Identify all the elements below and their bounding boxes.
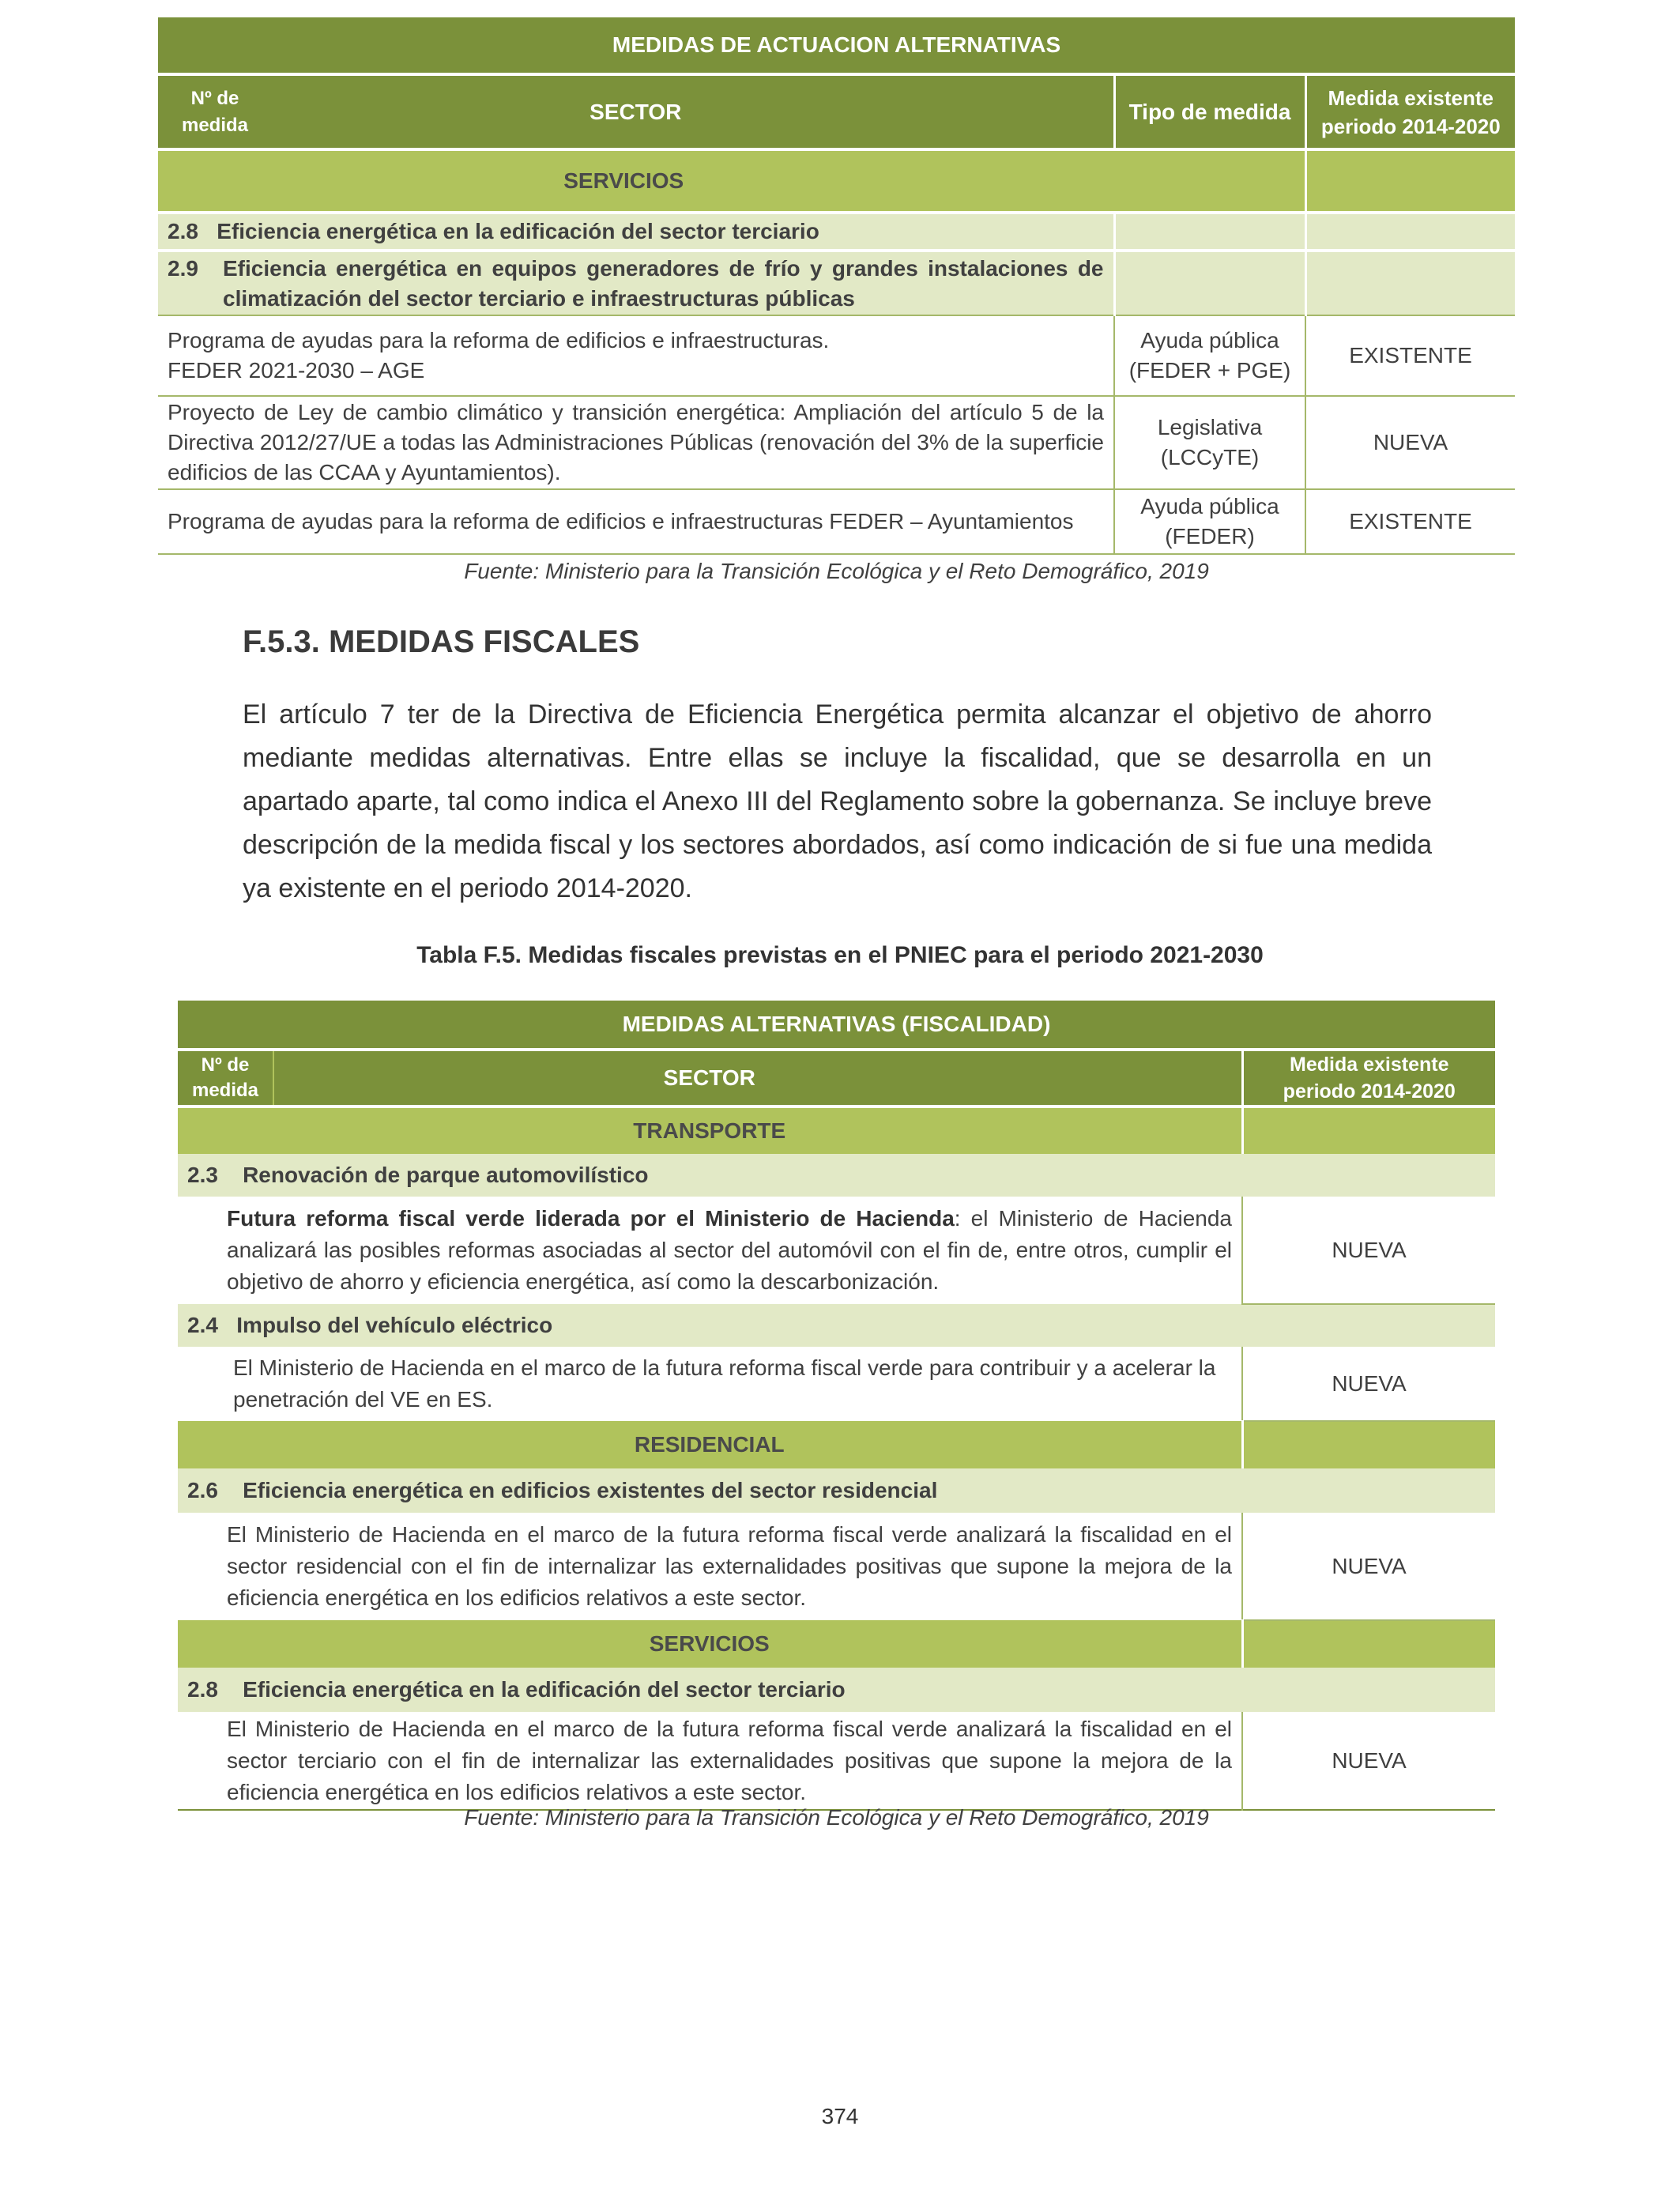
table1-row-1 bbox=[158, 315, 1515, 396]
table2-m23-heading: 2.3 Renovación de parque automovilístico bbox=[187, 1163, 649, 1187]
table1-row-3 bbox=[158, 489, 1515, 554]
table2-m28-heading: 2.8 Eficiencia energética en la edificación del sector terciario bbox=[187, 1677, 846, 1702]
table1-subheader-28 bbox=[158, 213, 1515, 251]
body-paragraph: El artículo 7 ter de la Directiva de Eficiencia Energética permita alcanzar el objetivo de ahorro mediante medidas alternativas. Entre ellas se incluye la fiscalidad, que se desarrolla en un apartado aparte, tal como indica el Anexo III del Reglamento sobre la gobernanza. Se incluye breve descripción de la medida fiscal y los sectores abordados, así como indicación de si fue una medida ya existente en el periodo 2014-2020. bbox=[243, 699, 1432, 903]
table1-row1-tipo: Ayuda pública (FEDER + PGE) bbox=[1114, 315, 1305, 396]
table2-col-num: Nº de medida bbox=[178, 1051, 274, 1105]
table2-title-row bbox=[178, 1001, 1495, 1050]
table1-sub2: 2.9 Eficiencia energética en equipos generadores de frío y grandes instalaciones de climatización del sector terciario e infraestructuras públicas bbox=[168, 255, 1104, 311]
table2-sub-26 bbox=[178, 1468, 1495, 1513]
table2-col-sector: SECTOR bbox=[663, 1065, 755, 1090]
table2-m26-desc: El Ministerio de Hacienda en el marco de la futura reforma fiscal verde analizará la fiscalidad en el sector residencial con el fin de internalizar las externalidades positivas que supone la mejora de la eficiencia energética en los edificios relativos a este sector. bbox=[227, 1522, 1232, 1610]
table2-section-transporte-label: TRANSPORTE bbox=[633, 1118, 786, 1143]
section-heading: F.5.3. MEDIDAS FISCALES bbox=[243, 624, 640, 659]
table1-title: MEDIDAS DE ACTUACION ALTERNATIVAS bbox=[612, 32, 1061, 57]
table1-sub1: 2.8 Eficiencia energética en la edificación del sector terciario bbox=[168, 219, 819, 243]
table1-sector-header bbox=[158, 74, 1114, 149]
table1-section-empty bbox=[1305, 149, 1515, 213]
table2-col-existente: Medida existente periodo 2014-2020 bbox=[1242, 1050, 1495, 1106]
table2-sector-header bbox=[178, 1050, 1242, 1106]
table2-section-servicios-label: SERVICIOS bbox=[649, 1631, 770, 1656]
table2-m24-desc: El Ministerio de Hacienda en el marco de la futura reforma fiscal verde para contribuir y a acelerar la penetración del VE en ES. bbox=[233, 1355, 1216, 1412]
table1-title-row bbox=[158, 17, 1515, 74]
table2-section-residencial-label: RESIDENCIAL bbox=[634, 1432, 785, 1457]
table1-row2-desc: Proyecto de Ley de cambio climático y transición energética: Ampliación del artículo 5 de la Directiva 2012/27/UE a todas las Administraciones Públicas (renovación del 3% de la superficie edificios de las CCAA y Ayuntamientos). bbox=[168, 400, 1104, 484]
table2-m24-existente: NUEVA bbox=[1242, 1347, 1495, 1421]
table1-row1-existente: EXISTENTE bbox=[1305, 315, 1515, 396]
table2-sub-24 bbox=[178, 1304, 1495, 1347]
table2-section-servicios bbox=[178, 1620, 1495, 1668]
table2-title: MEDIDAS ALTERNATIVAS (FISCALIDAD) bbox=[622, 1012, 1051, 1036]
table2-m28-desc: El Ministerio de Hacienda en el marco de la futura reforma fiscal verde analizará la fiscalidad en el sector terciario con el fin de internalizar las externalidades positivas que supone la mejora de la eficiencia energética en los edificios relativos a este sector. bbox=[227, 1716, 1232, 1804]
table2-caption: Tabla F.5. Medidas fiscales previstas en el PNIEC para el periodo 2021-2030 bbox=[416, 942, 1264, 968]
table2-section-residencial bbox=[178, 1421, 1495, 1468]
table1-row2-existente: NUEVA bbox=[1305, 396, 1515, 489]
table1-subheader-29 bbox=[158, 251, 1515, 315]
table2-m28-existente: NUEVA bbox=[1242, 1712, 1495, 1810]
table2-row-28 bbox=[178, 1712, 1495, 1810]
table1-row3-tipo: Ayuda pública (FEDER) bbox=[1114, 489, 1305, 554]
table1-row1-desc: Programa de ayudas para la reforma de edificios e infraestructuras. FEDER 2021-2030 – AGE bbox=[168, 328, 830, 383]
table2-row-24 bbox=[178, 1347, 1495, 1421]
table2-sub-28 bbox=[178, 1668, 1495, 1712]
table1-row3-desc: Programa de ayudas para la reforma de edificios e infraestructuras FEDER – Ayuntamientos bbox=[168, 509, 1074, 533]
table1-section-label: SERVICIOS bbox=[563, 168, 684, 193]
table2-sub-23 bbox=[178, 1154, 1495, 1197]
table1-header-row bbox=[158, 74, 1515, 149]
page-number: 374 bbox=[821, 2104, 859, 2128]
table1-row-2 bbox=[158, 396, 1515, 489]
table2-section-transporte bbox=[178, 1106, 1495, 1154]
table2-m26-existente: NUEVA bbox=[1242, 1513, 1495, 1620]
table2-header-row bbox=[178, 1050, 1495, 1106]
table1-row3-existente: EXISTENTE bbox=[1305, 489, 1515, 554]
table2-m23-desc: Futura reforma fiscal verde liderada por el Ministerio de Hacienda: el Ministerio de Hacienda analizará las posibles reformas asociadas al sector del automóvil con el fin de, entre otros, cumplir el objetivo de ahorro y eficiencia energética, así como la descarbonización. bbox=[227, 1206, 1232, 1294]
table2-row-26 bbox=[178, 1513, 1495, 1620]
table1-row2-tipo: Legislativa (LCCyTE) bbox=[1114, 396, 1305, 489]
table2-m26-heading: 2.6 Eficiencia energética en edificios existentes del sector residencial bbox=[187, 1478, 938, 1502]
table2-m24-heading: 2.4 Impulso del vehículo eléctrico bbox=[187, 1313, 553, 1337]
table1-col-tipo: Tipo de medida bbox=[1114, 74, 1305, 149]
table1-col-existente: Medida existente periodo 2014-2020 bbox=[1305, 74, 1515, 149]
table1-source: Fuente: Ministerio para la Transición Ecológica y el Reto Demográfico, 2019 bbox=[464, 559, 1209, 583]
table2-m23-existente: NUEVA bbox=[1242, 1197, 1495, 1304]
table1-col-num: Nº de medida bbox=[181, 88, 249, 136]
table-medidas-actuacion bbox=[158, 17, 1515, 555]
table1-col-sector: SECTOR bbox=[590, 99, 682, 124]
table-medidas-fiscales bbox=[178, 1001, 1495, 1811]
table2-row-23 bbox=[178, 1197, 1495, 1304]
table2-source: Fuente: Ministerio para la Transición Ecológica y el Reto Demográfico, 2019 bbox=[464, 1805, 1209, 1830]
table1-section-row bbox=[158, 149, 1515, 213]
